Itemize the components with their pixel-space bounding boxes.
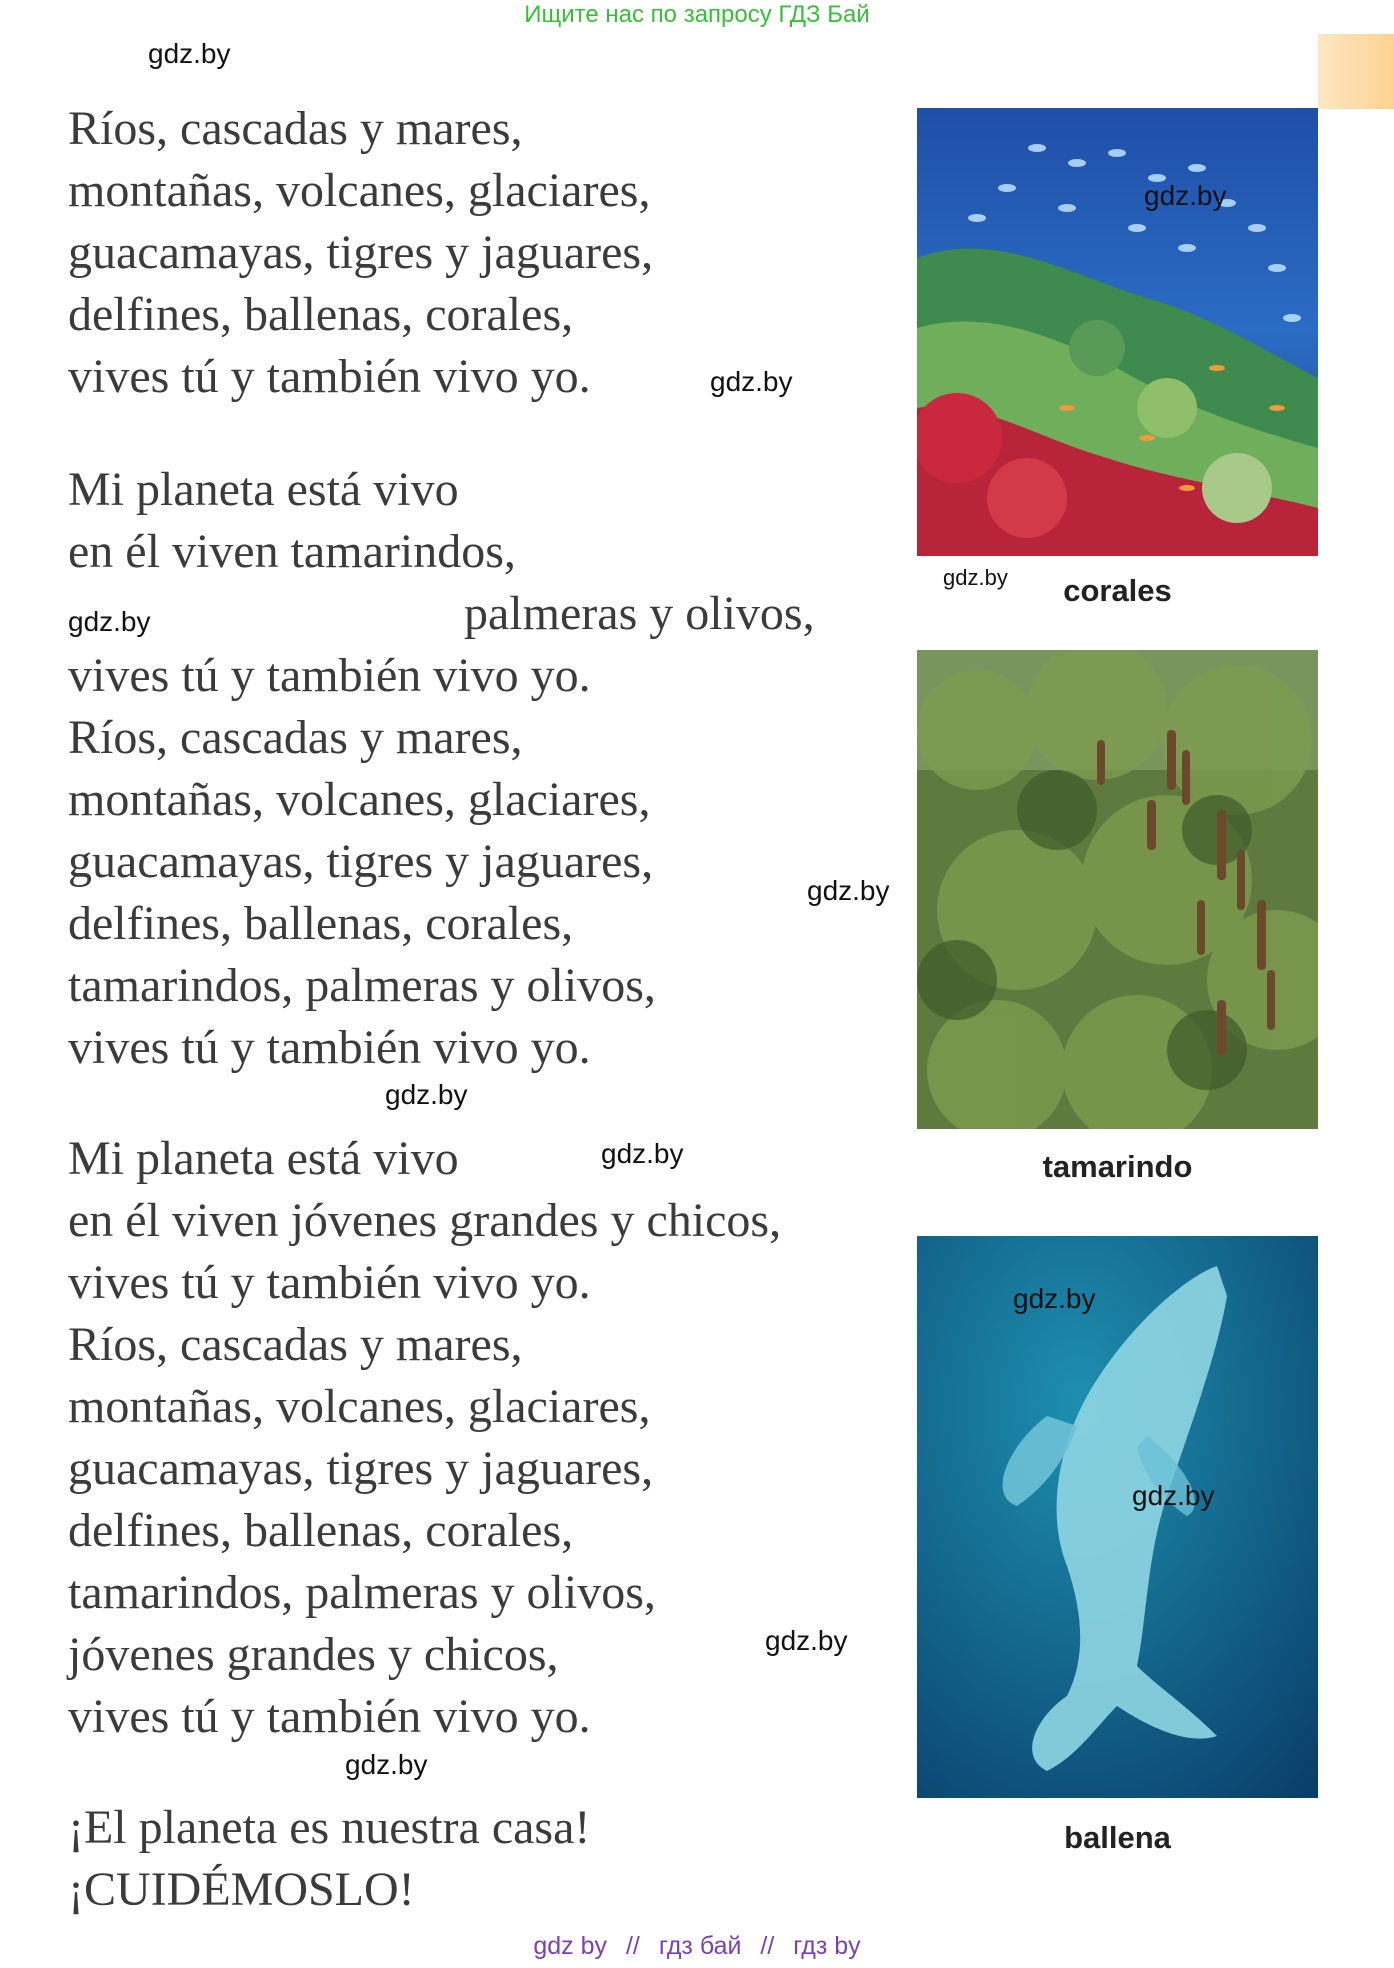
poem-line: Mi planeta está vivo — [68, 463, 459, 516]
poem-line: vives tú y también vivo yo. — [68, 649, 591, 702]
watermark-text: gdz.by — [601, 1138, 684, 1169]
poem-line: tamarindos, palmeras y olivos, — [68, 959, 656, 1012]
poem-line: tamarindos, palmeras y olivos, — [68, 1566, 656, 1619]
watermark-text: gdz.by — [68, 606, 151, 637]
poem-line: vives tú y también vivo yo. — [68, 1690, 591, 1743]
poem-line: delfines, ballenas, corales, — [68, 288, 574, 341]
poem-line: Ríos, cascadas y mares, — [68, 1318, 523, 1371]
watermark-text: gdz.by — [807, 875, 890, 906]
whale-image — [917, 1236, 1318, 1798]
footer-separator: // — [625, 1932, 640, 1960]
ballena-caption: ballena — [1064, 1820, 1171, 1855]
poem-line: Ríos, cascadas y mares, — [68, 711, 523, 764]
poem-stanza-3 — [68, 1128, 868, 1748]
ballena-photo — [917, 1236, 1318, 1798]
tamarindo-photo — [917, 650, 1318, 1129]
tamarindo-caption: tamarindo — [1042, 1149, 1193, 1184]
poem-line: guacamayas, tigres y jaguares, — [68, 835, 654, 888]
watermark-text: gdz.by — [345, 1749, 428, 1780]
poem-line: vives tú y también vivo yo. — [68, 1256, 591, 1309]
corales-caption: corales — [1063, 573, 1172, 608]
footer-link-gdz-by[interactable]: gdz by — [533, 1932, 608, 1960]
poem-line: guacamayas, tigres y jaguares, — [68, 1442, 654, 1495]
poem-stanza-1 — [68, 98, 868, 408]
poem-line: jóvenes grandes y chicos, — [68, 1628, 559, 1681]
poem-line: montañas, volcanes, glaciares, — [68, 164, 651, 217]
poem-line: montañas, volcanes, glaciares, — [68, 1380, 651, 1433]
watermark-text: gdz.by — [385, 1079, 468, 1110]
watermark-text: gdz.by — [1013, 1283, 1096, 1314]
poem-line: montañas, volcanes, glaciares, — [68, 773, 651, 826]
top-banner[interactable]: Ищите нас по запросу ГДЗ Бай — [524, 1, 870, 28]
poem-line: Mi planeta está vivo — [68, 1132, 459, 1185]
poem-line: en él viven jóvenes grandes y chicos, — [68, 1194, 782, 1247]
footer-link-gdz-by-cyr[interactable]: гдз by — [793, 1932, 861, 1960]
coral-reef-image — [917, 108, 1318, 556]
watermark-text: gdz.by — [943, 565, 1008, 590]
watermark-text: gdz.by — [710, 366, 793, 397]
poem-line: palmeras y olivos, — [464, 587, 815, 640]
watermark-text: gdz.by — [1132, 1480, 1215, 1511]
tamarind-tree-image — [917, 650, 1318, 1129]
poem-line: guacamayas, tigres y jaguares, — [68, 226, 654, 279]
poem-line: Ríos, cascadas y mares, — [68, 102, 523, 155]
footer-links — [0, 1932, 1394, 1961]
corales-photo — [917, 108, 1318, 556]
poem-line: vives tú y también vivo yo. — [68, 1021, 591, 1074]
footer-link-gdz-bai[interactable]: гдз бай — [658, 1932, 742, 1960]
poem-closing — [68, 1797, 868, 1921]
poem-line: en él viven tamarindos, — [68, 525, 516, 578]
poem-stanza-2 — [68, 459, 868, 1079]
poem-line: vives tú y también vivo yo. — [68, 350, 591, 403]
corner-tab — [1318, 34, 1394, 109]
footer-separator: // — [760, 1932, 775, 1960]
poem-line: ¡El planeta es nuestra casa! — [68, 1801, 591, 1854]
watermark-text: gdz.by — [765, 1625, 848, 1656]
watermark-text: gdz.by — [1144, 180, 1227, 211]
watermark-text: gdz.by — [148, 38, 231, 69]
poem-line: ¡CUIDÉMOSLO! — [68, 1863, 415, 1916]
poem-line: delfines, ballenas, corales, — [68, 897, 574, 950]
poem-line: delfines, ballenas, corales, — [68, 1504, 574, 1557]
